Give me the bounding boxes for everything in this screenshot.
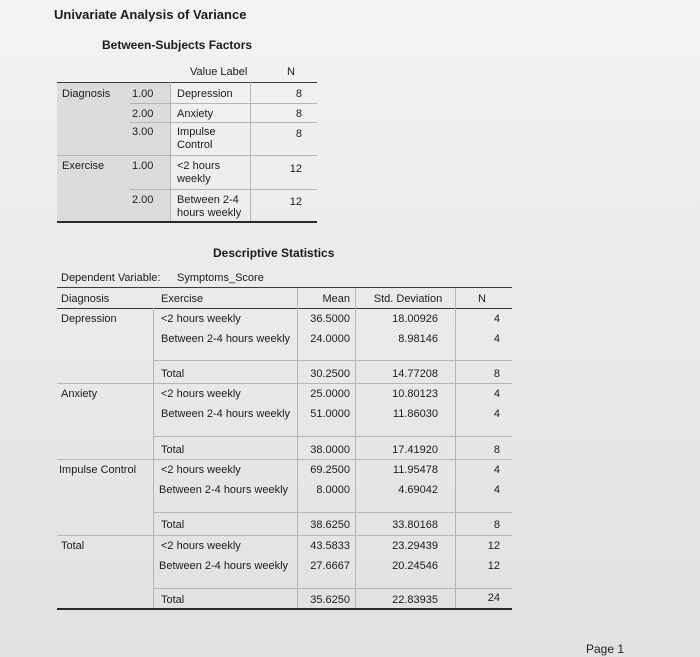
exercise-cell: <2 hours weekly [161, 464, 241, 476]
sd-cell: 4.69042 [398, 484, 438, 496]
exercise-cell: <2 hours weekly [161, 540, 241, 552]
factor-n: 12 [289, 163, 302, 175]
sd-cell: 10.80123 [392, 388, 438, 400]
n-cell: 8 [493, 368, 500, 380]
factor-n: 8 [295, 108, 302, 120]
row-divider [153, 360, 512, 361]
descriptives-top-rule [57, 287, 512, 288]
dependent-variable-label: Dependent Variable: [61, 272, 161, 284]
factor-value: 1.00 [132, 160, 154, 172]
row-divider [57, 155, 317, 156]
n-cell: 8 [493, 444, 500, 456]
group-label: Anxiety [61, 388, 98, 400]
col-divider [355, 288, 356, 608]
mean-cell: 27.6667 [310, 560, 350, 572]
factor-value-label: Depression [177, 88, 233, 100]
factor-n: 8 [295, 128, 302, 140]
factor-n: 12 [289, 196, 302, 208]
n-cell: 12 [487, 560, 500, 572]
sd-cell: 17.41920 [392, 444, 438, 456]
document-title: Univariate Analysis of Variance [54, 7, 247, 22]
exercise-cell: <2 hours weekly [161, 388, 241, 400]
header-n: N [478, 293, 486, 305]
sd-cell: 11.86030 [392, 408, 438, 420]
factor-value-label: Between 2-4 [177, 194, 239, 206]
sd-cell: 11.95478 [392, 464, 438, 476]
factor-value-label: Impulse [177, 126, 216, 138]
mean-cell: 8.0000 [316, 484, 350, 496]
sd-cell: 23.29439 [392, 540, 438, 552]
header-std-deviation: Std. Deviation [373, 293, 443, 305]
group-label: Total [61, 540, 85, 552]
n-cell: 4 [493, 484, 500, 496]
n-cell: 4 [493, 388, 500, 400]
sd-cell: 18.00926 [392, 313, 438, 325]
mean-cell: 30.2500 [310, 368, 350, 380]
header-rule [57, 308, 512, 309]
header-mean: Mean [322, 293, 350, 305]
factor-value-label: Anxiety [177, 108, 214, 120]
mean-cell: 24.0000 [310, 333, 350, 345]
group-label: Depression [61, 313, 117, 325]
col-divider [153, 308, 154, 608]
sd-cell: 33.80168 [392, 519, 438, 531]
n-cell: 24 [487, 592, 500, 604]
exercise-cell: Total [161, 594, 185, 606]
n-cell: 4 [493, 313, 500, 325]
factor-value-label: hours weekly [177, 207, 242, 219]
descriptives-heading: Descriptive Statistics [213, 246, 335, 260]
factor-value-label: <2 hours [177, 160, 221, 172]
group-divider [57, 383, 512, 384]
group-divider [57, 535, 512, 536]
group-label: Impulse Control [59, 464, 137, 476]
factors-exercise-label: Exercise [62, 160, 105, 172]
mean-cell: 35.6250 [310, 594, 350, 606]
factors-col-n: N [287, 66, 295, 78]
exercise-cell: <2 hours weekly [161, 313, 241, 325]
mean-cell: 43.5833 [310, 540, 350, 552]
factors-bottom-rule [57, 221, 317, 223]
factor-value-label: Control [177, 139, 213, 151]
exercise-cell: Total [161, 519, 185, 531]
sd-cell: 8.98146 [398, 333, 438, 345]
factor-value-label: weekly [177, 173, 211, 185]
n-cell: 8 [493, 519, 500, 531]
header-diagnosis: Diagnosis [61, 293, 110, 305]
header-exercise: Exercise [161, 293, 204, 305]
exercise-cell: Between 2-4 hours weekly [159, 484, 289, 496]
mean-cell: 38.6250 [310, 519, 350, 531]
group-divider [57, 459, 512, 460]
factor-value: 1.00 [132, 88, 154, 100]
exercise-cell: Between 2-4 hours weekly [159, 560, 289, 572]
n-cell: 4 [493, 464, 500, 476]
exercise-cell: Total [161, 444, 185, 456]
sd-cell: 14.77208 [392, 368, 438, 380]
mean-cell: 69.2500 [310, 464, 350, 476]
descriptives-bottom-rule [57, 608, 512, 610]
mean-cell: 36.5000 [310, 313, 350, 325]
mean-cell: 25.0000 [310, 388, 350, 400]
factor-n: 8 [295, 88, 302, 100]
row-divider [153, 512, 512, 513]
exercise-cell: Between 2-4 hours weekly [161, 408, 291, 420]
row-divider [130, 189, 317, 190]
sd-cell: 22.83935 [392, 594, 438, 606]
n-cell: 4 [493, 333, 500, 345]
row-divider [153, 588, 512, 589]
factors-top-rule [57, 82, 317, 83]
n-cell: 4 [493, 408, 500, 420]
factors-col-value-label: Value Label [190, 66, 248, 78]
factor-value: 2.00 [132, 108, 154, 120]
row-divider [130, 103, 317, 104]
dependent-variable-value: Symptoms_Score [177, 272, 264, 284]
n-cell: 12 [487, 540, 500, 552]
mean-cell: 51.0000 [310, 408, 350, 420]
sd-cell: 20.24546 [392, 560, 438, 572]
factors-heading: Between-Subjects Factors [102, 38, 253, 52]
col-divider [455, 288, 456, 608]
mean-cell: 38.0000 [310, 444, 350, 456]
row-divider [130, 122, 317, 123]
factor-value: 3.00 [132, 126, 154, 138]
factors-diagnosis-label: Diagnosis [62, 88, 111, 100]
row-divider [153, 436, 512, 437]
page-number: Page 1 [586, 642, 625, 656]
factor-value: 2.00 [132, 194, 154, 206]
exercise-cell: Total [161, 368, 185, 380]
exercise-cell: Between 2-4 hours weekly [161, 333, 291, 345]
